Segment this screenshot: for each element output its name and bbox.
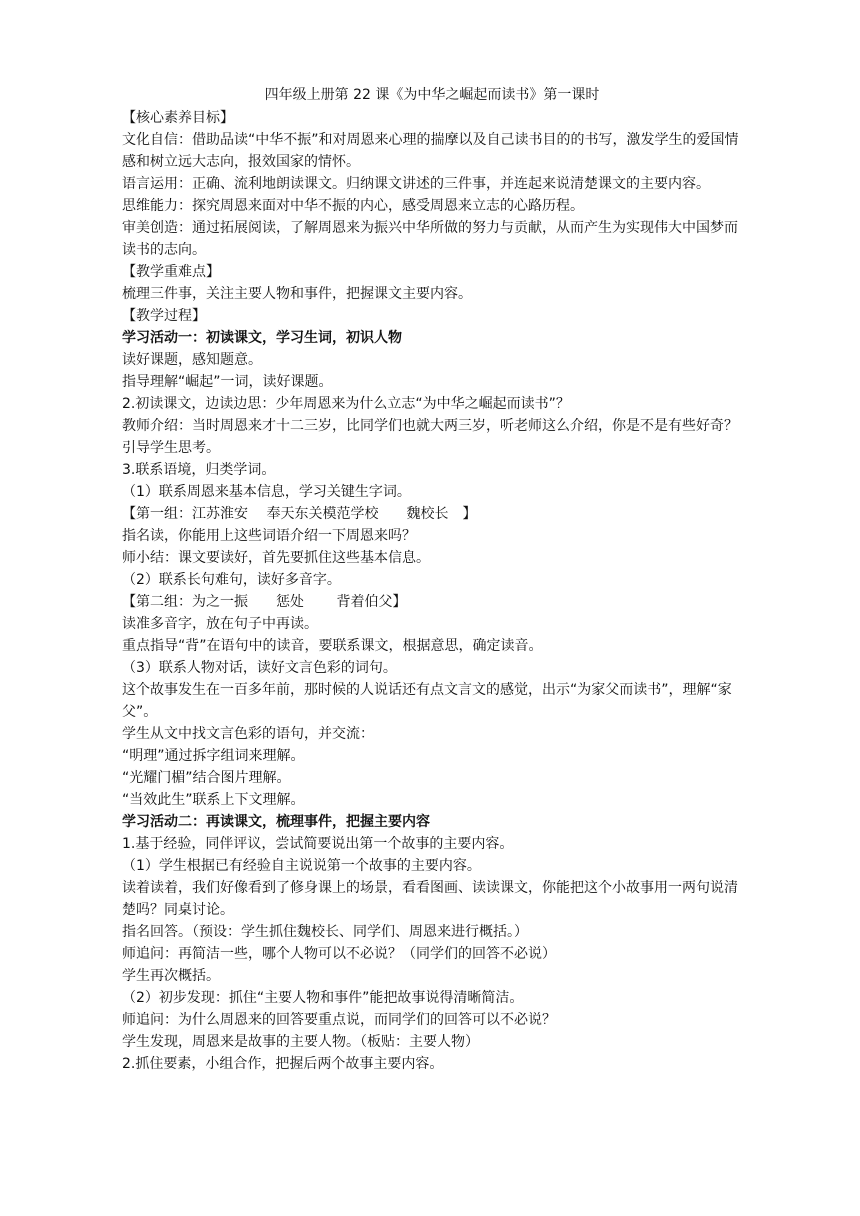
paragraph-line: 读好课题，感知题意。 [122,352,262,368]
paragraph-line: 师追问：为什么周恩来的回答要重点说，而同学们的回答可以不必说？ [122,1012,556,1028]
document-page [122,84,742,1075]
paragraph-line: 师小结：课文要读好，首先要抓住这些基本信息。 [122,550,430,566]
section-heading: 学习活动二：再读课文，梳理事件，把握主要内容 [122,814,430,830]
paragraph-line: 语言运用：正确、流利地朗读课文。归纳课文讲述的三件事，并连起来说清楚课文的主要内容。 [122,176,710,192]
paragraph-line: 重点指导“背”在语句中的读音，要联系课文，根据意思，确定读音。 [122,638,543,654]
paragraph-line: （2）初步发现：抓住“主要人物和事件”能把故事说得清晰简洁。 [122,990,524,1006]
paragraph-line: 【核心素养目标】 [122,110,234,126]
paragraph-line: 梳理三件事，关注主要人物和事件，把握课文主要内容。 [122,286,472,302]
paragraph-line: 审美创造：通过拓展阅读，了解周恩来为振兴中华所做的努力与贡献，从而产生为实现伟大中国梦而读书的志向。 [122,220,738,258]
paragraph-line: （2）联系长句难句，读好多音字。 [122,572,341,588]
paragraph-line: 教师介绍：当时周恩来才十二三岁，比同学们也就大两三岁，听老师这么介绍，你是不是有些好奇？引导学生思考。 [122,418,738,456]
paragraph-line: 【第二组：为之一振 惩处 背着伯父】 [122,594,407,610]
paragraph-line: 指导理解“崛起”一词，读好课题。 [122,374,333,390]
paragraph-line: 文化自信：借助品读“中华不振”和对周恩来心理的揣摩以及自己读书目的的书写，激发学生的爱国情感和树立远大志向，报效国家的情怀。 [122,132,739,170]
paragraph-line: “光耀门楣”结合图片理解。 [122,770,291,786]
paragraph-line: （1）学生根据已有经验自主说说第一个故事的主要内容。 [122,858,481,874]
paragraph-line: 师追问：再简洁一些，哪个人物可以不必说？（同学们的回答不必说） [122,946,556,962]
paragraph-line: 这个故事发生在一百多年前，那时候的人说话还有点文言文的感觉，出示“为家父而读书”，理解“家父”。 [122,682,732,720]
paragraph-line: 2.抓住要素，小组合作，把握后两个故事主要内容。 [122,1056,444,1072]
paragraph-line: （1）联系周恩来基本信息，学习关键生字词。 [122,484,411,500]
paragraph-line: “当效此生”联系上下文理解。 [122,792,305,808]
paragraph-line: （3）联系人物对话，读好文言色彩的词句。 [122,660,397,676]
paragraph-line: 【第一组：江苏淮安 奉天东关模范学校 魏校长 】 [122,506,477,522]
document-title: 四年级上册第 22 课《为中华之崛起而读书》第一课时 [264,87,600,103]
paragraph-line: 学生从文中找文言色彩的语句，并交流： [122,726,374,742]
paragraph-line: 读准多音字，放在句子中再读。 [122,616,318,632]
document-body [122,107,742,1075]
paragraph-line: 指名回答。（预设：学生抓住魏校长、同学们、周恩来进行概括。） [122,924,528,940]
paragraph-line: 思维能力：探究周恩来面对中华不振的内心，感受周恩来立志的心路历程。 [122,198,584,214]
paragraph-line: 学生发现，周恩来是故事的主要人物。（板贴：主要人物） [122,1034,479,1050]
paragraph-line: 2.初读课文，边读边思：少年周恩来为什么立志“为中华之崛起而读书”？ [122,396,570,412]
section-heading: 学习活动一：初读课文，学习生词，初识人物 [122,330,402,346]
paragraph-line: 1.基于经验，同伴评议，尝试简要说出第一个故事的主要内容。 [122,836,514,852]
paragraph-line: 学生再次概括。 [122,968,220,984]
paragraph-line: “明理”通过拆字组词来理解。 [122,748,305,764]
paragraph-line: 【教学重难点】 [122,264,220,280]
paragraph-line: 3.联系语境，归类学词。 [122,462,276,478]
paragraph-line: 【教学过程】 [122,308,206,324]
paragraph-line: 读着读着，我们好像看到了修身课上的场景，看看图画、读读课文，你能把这个小故事用一两句说清楚吗？同桌讨论。 [122,880,738,918]
paragraph-line: 指名读，你能用上这些词语介绍一下周恩来吗？ [122,528,416,544]
